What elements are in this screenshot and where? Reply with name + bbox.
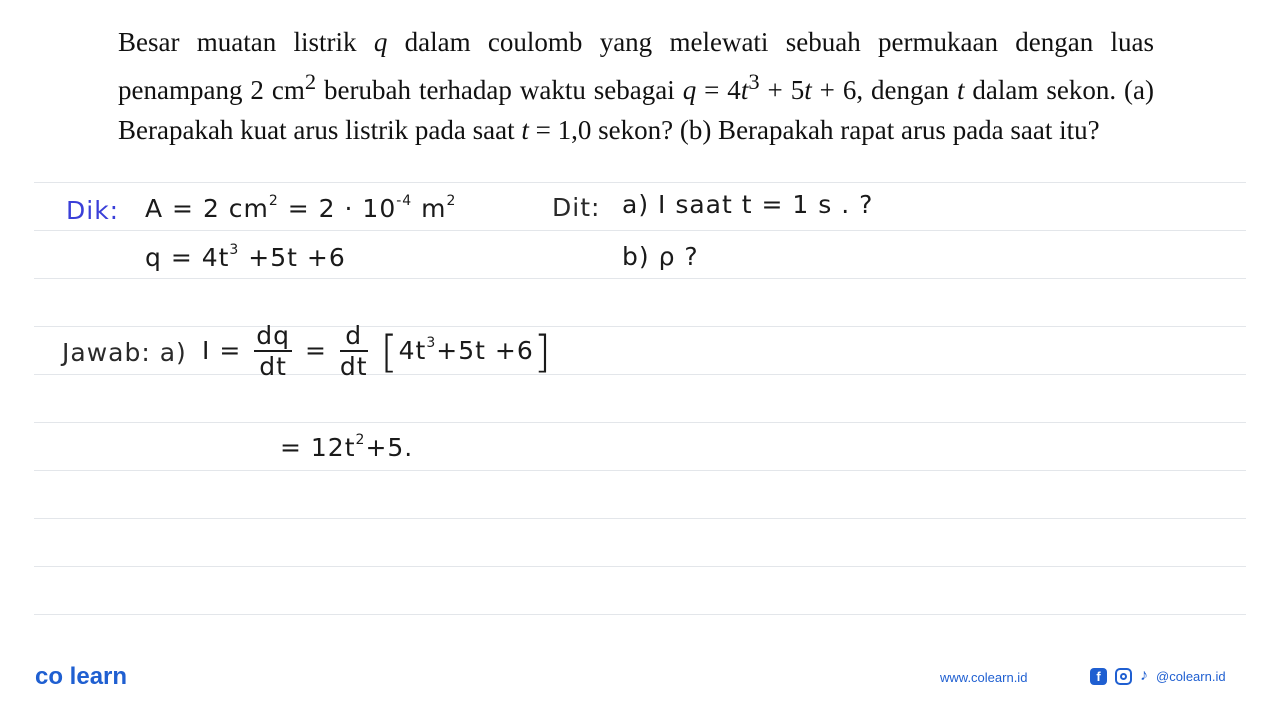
derivative-result: [280, 432, 413, 462]
charge-part: q = 4t: [145, 243, 230, 272]
area-equation: [145, 193, 456, 223]
result-part: = 12t: [280, 433, 356, 462]
bracket-expression: +5t +6: [436, 336, 534, 365]
charge-part: +5t +6: [239, 243, 346, 272]
area-part: m: [412, 194, 447, 223]
formula-part: + 5: [759, 75, 805, 105]
question-part: dalam coulomb yang melewati sebuah permukaan dengan luas penampang 2 cm: [118, 27, 1154, 105]
ruled-line: [34, 518, 1246, 519]
derivative-equation: [202, 322, 552, 382]
equals-sign: =: [304, 336, 327, 365]
dit-part-a: a) I saat t = 1 s . ?: [622, 190, 874, 219]
var-t: t: [740, 75, 749, 105]
var-t: t: [956, 75, 965, 105]
superscript: 3: [426, 335, 437, 351]
jawab-label: Jawab: a): [62, 338, 187, 367]
dit-part-b: b) ρ ?: [622, 242, 699, 271]
dik-label: Dik:: [66, 196, 120, 225]
var-q: q: [682, 75, 697, 105]
area-part: A = 2 cm: [145, 194, 269, 223]
var-t: t: [521, 115, 529, 145]
question-part: Besar muatan listrik: [118, 27, 374, 57]
facebook-icon[interactable]: f: [1090, 668, 1107, 685]
superscript: 2: [446, 193, 457, 209]
question-part: berubah terhadap waktu sebagai: [316, 75, 683, 105]
formula-part: + 6, dengan: [811, 75, 957, 105]
question-text: [118, 22, 1154, 150]
var-t: t: [804, 75, 812, 105]
social-handle[interactable]: @colearn.id: [1156, 668, 1226, 684]
superscript: 3: [229, 242, 240, 258]
colearn-logo: co learn: [35, 663, 128, 690]
area-part: = 2 · 10: [278, 194, 397, 223]
ruled-line: [34, 566, 1246, 567]
fraction-numerator: d: [340, 322, 368, 352]
question-part: dalam sekon. (a) Berapakah kuat arus listrik pada saat: [118, 75, 1154, 145]
social-links: [1090, 667, 1226, 685]
fraction-dq-dt: [254, 322, 292, 382]
bracket-open: [: [380, 326, 399, 378]
superscript: 3: [748, 69, 760, 94]
var-q: q: [373, 27, 388, 57]
instagram-icon[interactable]: [1115, 668, 1132, 685]
formula-part: = 4: [696, 75, 741, 105]
bracket-expression: 4t: [398, 336, 427, 365]
fraction-d-dt: [340, 322, 368, 382]
ruled-line: [34, 614, 1246, 615]
superscript: 2: [355, 432, 366, 448]
ruled-line: [34, 182, 1246, 183]
ruled-line: [34, 422, 1246, 423]
superscript: -4: [396, 193, 413, 209]
bracket-close: ]: [533, 326, 552, 378]
ruled-line: [34, 278, 1246, 279]
dit-label: Dit:: [552, 193, 601, 222]
ruled-line: [34, 470, 1246, 471]
fraction-denominator: dt: [259, 352, 287, 381]
current-symbol: I =: [202, 336, 242, 365]
superscript: 2: [304, 69, 317, 94]
fraction-numerator: dq: [256, 321, 290, 350]
website-link[interactable]: www.colearn.id: [940, 670, 1028, 685]
superscript: 2: [268, 193, 279, 209]
result-part: +5.: [365, 433, 414, 462]
charge-equation: [145, 242, 346, 272]
tiktok-icon[interactable]: ♪: [1140, 667, 1148, 684]
fraction-denominator: dt: [339, 352, 368, 381]
ruled-line: [34, 230, 1246, 231]
question-part: = 1,0 sekon? (b) Berapakah rapat arus pada saat itu?: [528, 115, 1100, 145]
